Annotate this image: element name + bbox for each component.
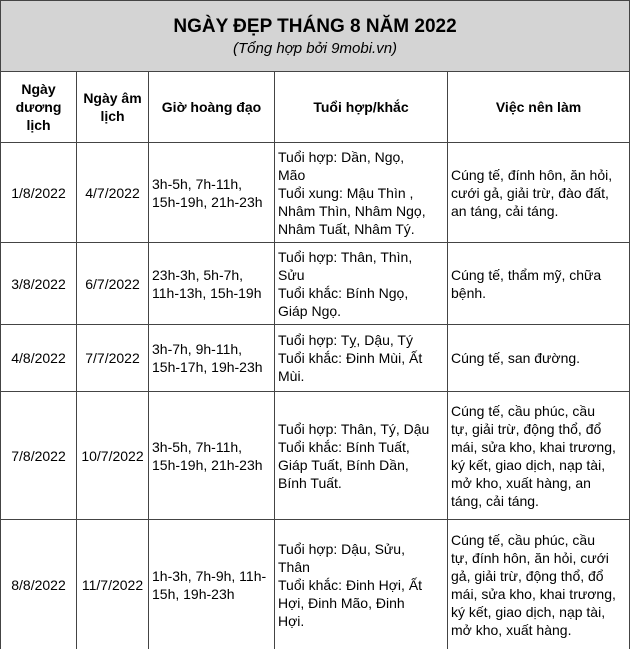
activities-cell: Cúng tế, cầu phúc, cầu tự, giải trừ, động thổ, đổ mái, sửa kho, khai trương, ký kết, giao dịch, nạp tài, mở kho, xuất hàng, an táng, cải táng. bbox=[448, 392, 630, 520]
solar-date-cell: 3/8/2022 bbox=[1, 243, 77, 325]
header-solar-date: Ngày dương lịch bbox=[1, 72, 77, 143]
solar-date-cell: 4/8/2022 bbox=[1, 325, 77, 392]
lunar-date-cell: 10/7/2022 bbox=[77, 392, 149, 520]
activities-cell: Cúng tế, đính hôn, ăn hỏi, cưới gả, giải trừ, đào đất, an táng, cải táng. bbox=[448, 143, 630, 243]
activities-cell: Cúng tế, thẩm mỹ, chữa bệnh. bbox=[448, 243, 630, 325]
hours-cell: 3h-7h, 9h-11h, 15h-17h, 19h-23h bbox=[149, 325, 275, 392]
lunar-date-cell: 4/7/2022 bbox=[77, 143, 149, 243]
table-row bbox=[1, 392, 630, 520]
ages-cell: Tuổi hợp: Tỵ, Dậu, Tý Tuổi khắc: Đinh Mùi, Ất Mùi. bbox=[275, 325, 448, 392]
hours-cell: 3h-5h, 7h-11h, 15h-19h, 21h-23h bbox=[149, 143, 275, 243]
lunar-date-cell: 6/7/2022 bbox=[77, 243, 149, 325]
header-compatible-ages: Tuổi hợp/khắc bbox=[275, 72, 448, 143]
activities-cell: Cúng tế, san đường. bbox=[448, 325, 630, 392]
ages-cell: Tuổi hợp: Thân, Thìn, Sửu Tuổi khắc: Bính Ngọ, Giáp Ngọ. bbox=[275, 243, 448, 325]
hours-cell: 3h-5h, 7h-11h, 15h-19h, 21h-23h bbox=[149, 392, 275, 520]
hours-cell: 23h-3h, 5h-7h, 11h-13h, 15h-19h bbox=[149, 243, 275, 325]
solar-date-cell: 1/8/2022 bbox=[1, 143, 77, 243]
table-row bbox=[1, 243, 630, 325]
ages-cell: Tuổi hợp: Thân, Tý, Dậu Tuổi khắc: Bính Tuất, Giáp Tuất, Bính Dần, Bính Tuất. bbox=[275, 392, 448, 520]
solar-date-cell: 8/8/2022 bbox=[1, 520, 77, 649]
table-row bbox=[1, 325, 630, 392]
lunar-date-cell: 7/7/2022 bbox=[77, 325, 149, 392]
header-auspicious-hours: Giờ hoàng đạo bbox=[149, 72, 275, 143]
activities-cell: Cúng tế, cầu phúc, cầu tự, đính hôn, ăn hỏi, cưới gả, giải trừ, động thổ, đổ mái, sửa kho, khai trương, ký kết, giao dịch, nạp tài, mở kho, xuất hàng. bbox=[448, 520, 630, 649]
ages-cell: Tuổi hợp: Dần, Ngọ, Mão Tuổi xung: Mậu Thìn , Nhâm Thìn, Nhâm Ngọ, Nhâm Tuất, Nhâm Tý. bbox=[275, 143, 448, 243]
title-banner bbox=[1, 1, 630, 72]
ages-cell: Tuổi hợp: Dậu, Sửu, Thân Tuổi khắc: Đinh Hợi, Ất Hợi, Đinh Mão, Đinh Hợi. bbox=[275, 520, 448, 649]
table-row bbox=[1, 143, 630, 243]
page-subtitle: (Tổng hợp bởi 9mobi.vn) bbox=[232, 40, 398, 57]
lunar-date-cell: 11/7/2022 bbox=[77, 520, 149, 649]
header-lunar-date: Ngày âm lịch bbox=[77, 72, 149, 143]
header-row bbox=[1, 72, 630, 143]
solar-date-cell: 7/8/2022 bbox=[1, 392, 77, 520]
page-title: NGÀY ĐẸP THÁNG 8 NĂM 2022 bbox=[173, 16, 457, 37]
header-recommended-activities: Việc nên làm bbox=[448, 72, 630, 143]
table-row bbox=[1, 520, 630, 649]
hours-cell: 1h-3h, 7h-9h, 11h- 15h, 19h-23h bbox=[149, 520, 275, 649]
